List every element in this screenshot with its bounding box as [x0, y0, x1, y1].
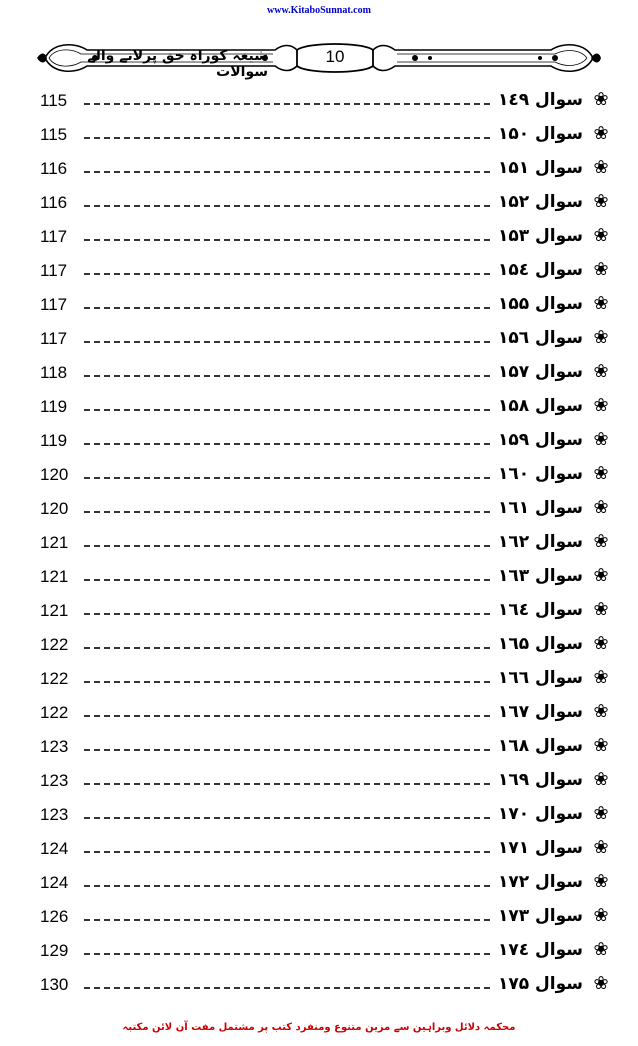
toc-page-number: 118: [40, 363, 68, 382]
footer-tagline: محکمہ دلائل وبراہین سے مزین متنوع ومنفرد کتب پر مشتمل مفت آن لائن مکتبہ: [122, 1022, 516, 1033]
toc-entry[interactable]: [0, 530, 638, 564]
toc-entry[interactable]: [0, 462, 638, 496]
toc-page-number: 117: [40, 329, 68, 348]
dotted-leader: [84, 715, 490, 717]
dotted-leader: [84, 205, 490, 207]
toc-page-number: 119: [40, 431, 68, 450]
dotted-leader: [84, 647, 490, 649]
dotted-leader: [84, 579, 490, 581]
toc-page-number: 126: [40, 907, 69, 926]
flower-icon: ❀: [593, 565, 609, 586]
toc-page-number: 122: [40, 635, 69, 654]
toc-entry-label: سوال ۱۷۱: [497, 838, 583, 858]
toc-entry[interactable]: [0, 904, 638, 938]
toc-entry[interactable]: [0, 326, 638, 360]
dotted-leader: [84, 409, 490, 411]
toc-page-number: 115: [40, 125, 68, 144]
flower-icon: ❀: [593, 769, 609, 790]
toc-page-number: 123: [40, 805, 69, 824]
toc-entry[interactable]: [0, 156, 638, 190]
toc-entry-label: سوال ۱۵۷: [497, 362, 583, 382]
toc-entry[interactable]: [0, 258, 638, 292]
dotted-leader: [84, 103, 490, 105]
toc-entry[interactable]: [0, 802, 638, 836]
toc-page-number: 121: [40, 533, 69, 552]
flower-icon: ❀: [593, 837, 609, 858]
toc-entry[interactable]: [0, 292, 638, 326]
page-number: 10: [325, 47, 345, 66]
dotted-leader: [84, 749, 490, 751]
toc-entry[interactable]: [0, 734, 638, 768]
toc-entry[interactable]: [0, 394, 638, 428]
dotted-leader: [84, 511, 490, 513]
toc-entry[interactable]: [0, 224, 638, 258]
dotted-leader: [84, 375, 490, 377]
dotted-leader: [84, 851, 490, 853]
flower-icon: ❀: [593, 905, 609, 926]
toc-entry[interactable]: [0, 88, 638, 122]
toc-page-number: 116: [40, 193, 68, 212]
toc-page-number: 117: [40, 261, 68, 280]
flower-icon: ❀: [593, 497, 609, 518]
flower-icon: ❀: [593, 327, 609, 348]
toc-entry[interactable]: [0, 836, 638, 870]
toc-entry-label: سوال ۱۵۵: [497, 294, 583, 314]
flower-icon: ❀: [593, 395, 609, 416]
toc-entry-label: سوال ۱۷۲: [497, 872, 583, 892]
dotted-leader: [84, 341, 490, 343]
toc-entry-label: سوال ۱۵٦: [497, 328, 583, 348]
toc-entry-label: سوال ۱٦۹: [497, 770, 583, 790]
toc-page-number: 122: [40, 703, 69, 722]
flower-icon: ❀: [593, 633, 609, 654]
toc-entry-label: سوال ۱۵۸: [497, 396, 583, 416]
toc-entry[interactable]: [0, 768, 638, 802]
flower-icon: ❀: [593, 259, 609, 280]
dotted-leader: [84, 239, 490, 241]
dotted-leader: [84, 953, 490, 955]
dotted-leader: [84, 545, 490, 547]
toc-page-number: 123: [40, 771, 69, 790]
dotted-leader: [84, 783, 490, 785]
toc-entry-label: سوال ۱۵۰: [497, 124, 583, 144]
flower-icon: ❀: [593, 667, 609, 688]
flower-icon: ❀: [593, 939, 609, 960]
flower-icon: ❀: [593, 89, 609, 110]
toc-entry-label: سوال ۱٦۷: [497, 702, 583, 722]
dotted-leader: [84, 681, 490, 683]
table-of-contents: [0, 88, 638, 1006]
toc-entry[interactable]: [0, 598, 638, 632]
header-banner: [35, 38, 603, 78]
toc-page-number: 124: [40, 839, 69, 858]
flower-icon: ❀: [593, 157, 609, 178]
flower-icon: ❀: [593, 123, 609, 144]
toc-entry[interactable]: [0, 700, 638, 734]
dotted-leader: [84, 613, 490, 615]
dotted-leader: [84, 171, 490, 173]
toc-entry[interactable]: [0, 496, 638, 530]
toc-entry-label: سوال ۱٦۵: [497, 634, 583, 654]
toc-entry-label: سوال ۱۵۲: [497, 192, 583, 212]
toc-entry-label: سوال ۱٦۲: [497, 532, 583, 552]
toc-entry-label: سوال ۱٦۸: [497, 736, 583, 756]
toc-page-number: 120: [40, 499, 69, 518]
toc-entry[interactable]: [0, 360, 638, 394]
toc-page-number: 120: [40, 465, 69, 484]
flower-icon: ❀: [593, 531, 609, 552]
toc-page-number: 117: [40, 227, 68, 246]
dotted-leader: [84, 919, 490, 921]
toc-entry[interactable]: [0, 428, 638, 462]
toc-entry-label: سوال ۱۷۰: [497, 804, 583, 824]
dotted-leader: [84, 987, 490, 989]
toc-page-number: 121: [40, 601, 69, 620]
dotted-leader: [84, 307, 490, 309]
dotted-leader: [84, 443, 490, 445]
toc-entry-label: سوال ۱٦۱: [497, 498, 583, 518]
toc-entry-label: سوال ۱٦٦: [497, 668, 583, 688]
toc-page-number: 115: [40, 91, 68, 110]
dotted-leader: [84, 477, 490, 479]
toc-entry[interactable]: [0, 564, 638, 598]
flower-icon: ❀: [593, 361, 609, 382]
flower-icon: ❀: [593, 701, 609, 722]
site-url[interactable]: www.KitaboSunnat.com: [267, 5, 371, 16]
toc-entry-label: سوال ۱۵٤: [497, 260, 583, 280]
flower-icon: ❀: [593, 599, 609, 620]
toc-entry-label: سوال ۱۷٤: [497, 940, 583, 960]
toc-page-number: 117: [40, 295, 68, 314]
toc-page-number: 129: [40, 941, 69, 960]
flower-icon: ❀: [593, 293, 609, 314]
toc-page-number: 123: [40, 737, 69, 756]
toc-entry[interactable]: [0, 666, 638, 700]
dotted-leader: [84, 273, 490, 275]
flower-icon: ❀: [593, 871, 609, 892]
toc-entry-label: سوال ۱٤۹: [497, 90, 583, 110]
toc-page-number: 119: [40, 397, 68, 416]
toc-entry-label: سوال ۱۷۵: [497, 974, 583, 994]
toc-entry-label: سوال ۱۷۳: [497, 906, 583, 926]
toc-page-number: 122: [40, 669, 69, 688]
toc-page-number: 124: [40, 873, 69, 892]
flower-icon: ❀: [593, 803, 609, 824]
running-title: شیعہ کوراہ حق پرلانے والے سوالات: [87, 48, 268, 80]
toc-entry[interactable]: [0, 190, 638, 224]
toc-entry[interactable]: [0, 870, 638, 904]
toc-entry-label: سوال ۱٦٤: [497, 600, 583, 620]
flower-icon: ❀: [593, 429, 609, 450]
flower-icon: ❀: [593, 463, 609, 484]
dotted-leader: [84, 817, 490, 819]
toc-entry[interactable]: [0, 972, 638, 1006]
flower-icon: ❀: [593, 225, 609, 246]
flower-icon: ❀: [593, 973, 609, 994]
toc-entry-label: سوال ۱۵۹: [497, 430, 583, 450]
toc-page-number: 116: [40, 159, 68, 178]
toc-entry-label: سوال ۱٦۳: [497, 566, 583, 586]
toc-entry[interactable]: [0, 122, 638, 156]
dotted-leader: [84, 885, 490, 887]
toc-entry-label: سوال ۱۵۱: [497, 158, 583, 178]
dotted-leader: [84, 137, 490, 139]
toc-entry-label: سوال ۱۵۳: [497, 226, 583, 246]
toc-entry[interactable]: [0, 632, 638, 666]
flower-icon: ❀: [593, 735, 609, 756]
flower-icon: ❀: [593, 191, 609, 212]
toc-page-number: 130: [40, 975, 69, 994]
toc-page-number: 121: [40, 567, 69, 586]
toc-entry[interactable]: [0, 938, 638, 972]
toc-entry-label: سوال ۱٦۰: [497, 464, 583, 484]
